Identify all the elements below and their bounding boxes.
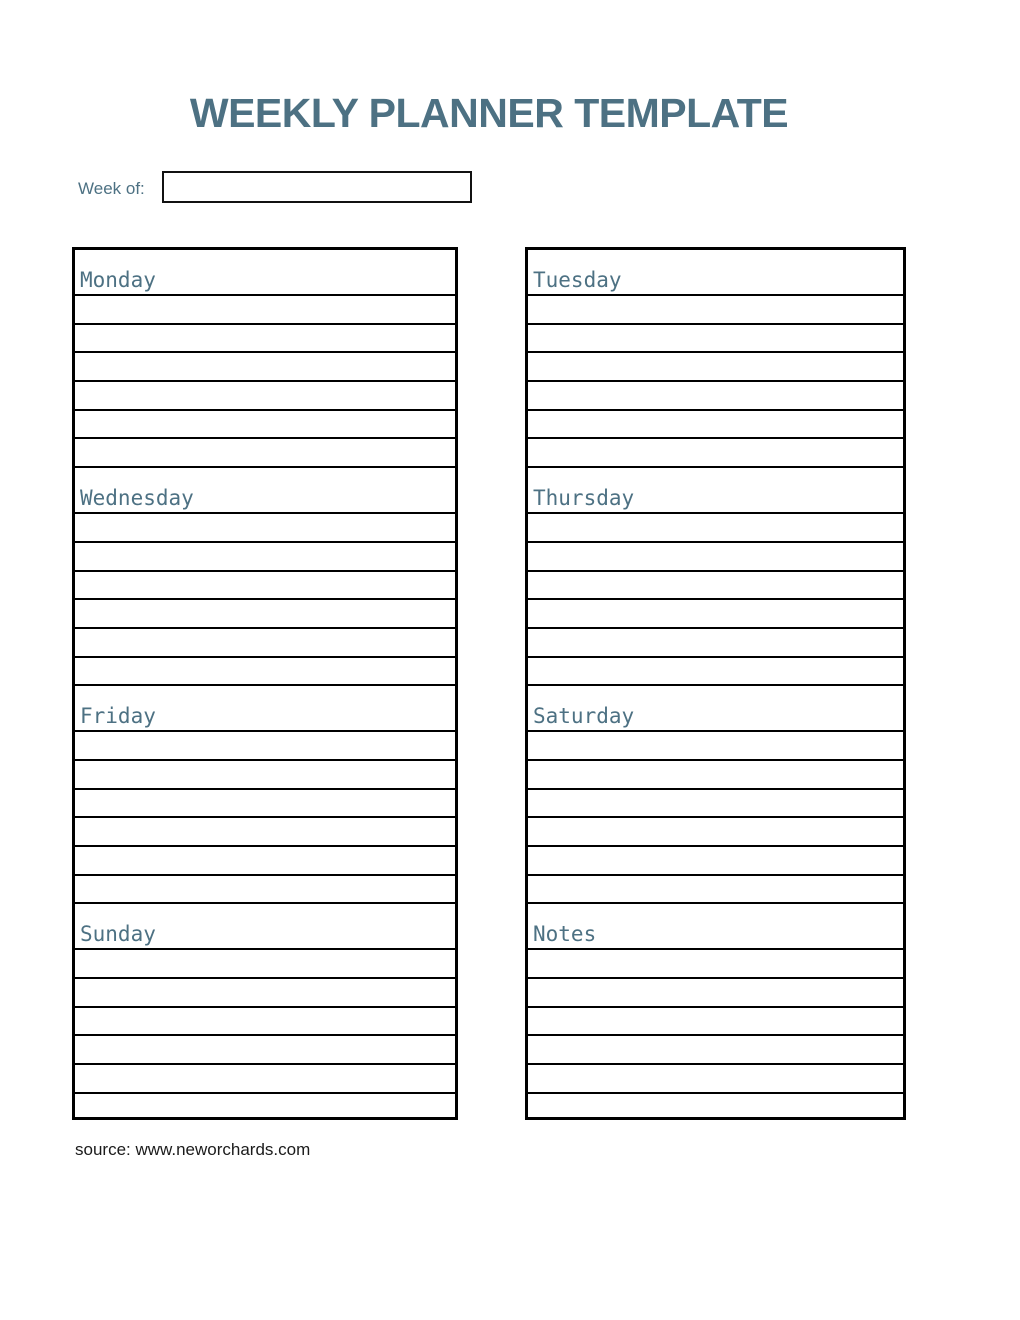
week-of-input[interactable] [162,171,472,203]
ruled-line [528,818,903,847]
ruled-line [528,1094,903,1121]
ruled-line [75,296,455,325]
page-title: WEEKLY PLANNER TEMPLATE [189,90,789,136]
day-header-sunday: Sunday [75,904,455,950]
ruled-line [75,979,455,1008]
ruled-line [75,600,455,629]
ruled-line [75,847,455,876]
ruled-line [75,761,455,790]
ruled-line [75,514,455,543]
day-section-notes [528,904,903,1120]
day-section-sunday [75,904,455,1120]
ruled-line [528,658,903,687]
ruled-line [75,818,455,847]
ruled-line [528,514,903,543]
ruled-line [75,658,455,687]
ruled-line [528,353,903,382]
ruled-line [528,761,903,790]
ruled-line [75,411,455,440]
day-section-tuesday [528,250,903,468]
planner-column-left [72,247,458,1120]
day-header-monday: Monday [75,250,455,296]
planner-column-right [525,247,906,1120]
ruled-line [528,382,903,411]
week-of-label: Week of: [78,179,145,198]
ruled-line [528,732,903,761]
ruled-line [528,950,903,979]
ruled-line [75,1065,455,1094]
ruled-line [528,790,903,819]
source-text: source: www.neworchards.com [75,1140,311,1159]
day-header-friday: Friday [75,686,455,732]
ruled-line [528,543,903,572]
ruled-line [528,876,903,905]
day-section-wednesday [75,468,455,686]
ruled-line [75,790,455,819]
day-section-monday [75,250,455,468]
ruled-line [75,325,455,354]
ruled-line [528,1036,903,1065]
day-section-friday [75,686,455,904]
ruled-line [75,1094,455,1121]
ruled-line [75,629,455,658]
ruled-line [75,950,455,979]
ruled-line [528,1065,903,1094]
ruled-line [75,353,455,382]
ruled-line [528,296,903,325]
ruled-line [528,572,903,601]
ruled-line [75,572,455,601]
ruled-line [75,876,455,905]
ruled-line [75,543,455,572]
ruled-line [528,325,903,354]
ruled-line [528,629,903,658]
ruled-line [528,1008,903,1037]
ruled-line [75,732,455,761]
ruled-line [75,1036,455,1065]
ruled-line [528,847,903,876]
day-header-saturday: Saturday [528,686,903,732]
ruled-line [528,439,903,468]
day-header-wednesday: Wednesday [75,468,455,514]
day-section-saturday [528,686,903,904]
day-header-thursday: Thursday [528,468,903,514]
ruled-line [75,439,455,468]
day-header-notes: Notes [528,904,903,950]
ruled-line [75,382,455,411]
day-section-thursday [528,468,903,686]
ruled-line [528,979,903,1008]
ruled-line [528,600,903,629]
ruled-line [75,1008,455,1037]
day-header-tuesday: Tuesday [528,250,903,296]
ruled-line [528,411,903,440]
